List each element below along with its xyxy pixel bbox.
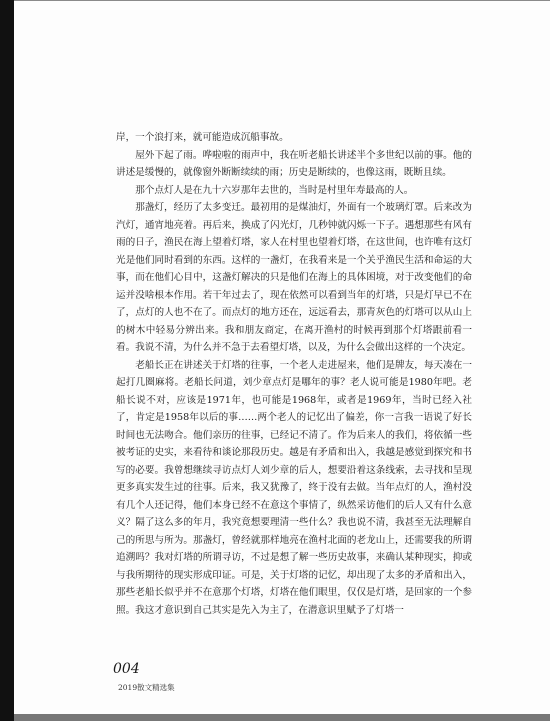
paragraph-continuation: 岸，一个浪打来，就可能造成沉船事故。 [116,132,289,143]
paragraph: 屋外下起了雨。哗啦啦的雨声中，我在听老船长讲述半个多世纪以前的事。他的讲述是缓慢的，就像窗外断断续续的雨；历史是断续的，也像这雨，既断且续。 [116,149,472,178]
page-spine-shadow [0,0,14,721]
paragraph: 那盏灯，经历了太多变迁。最初用的是煤油灯，外面有一个玻璃灯罩。后来改为汽灯，通宵地亮着。再后来，换成了闪光灯，几秒钟就闪烁一下子。遇想那些有风有雨的日子，渔民在海上望着灯塔，家人在村里也望着灯塔，在这世间，也许唯有这灯光是他们同时看到的东西。这样的一盏灯，在我看来是一个关乎渔民生活和命运的大事，而在他们心目中，这盏灯解决的只是他们在海上的具体困境，对于改变他们的命运并没啥根本作用。若干年过去了，现在依然可以看到当年的灯塔，只是灯早已不在了，点灯的人也不在了。而点灯的地方还在，远远看去，那青灰色的灯塔可以从山上的树木中轻易分辨出来。我和朋友商定，在离开渔村的时候再到那个灯塔跟前看一看。我说不清，为什么并不急于去看望灯塔，以及，为什么会做出这样的一个决定。 [116,202,472,353]
running-footer: 2019散文精选集 [118,683,175,692]
page-top-edge [14,0,550,1]
paragraph: 老船长正在讲述关于灯塔的往事，一个老人走进屋来，他们是牌友，每天凑在一起打几圈麻将。老船长问道，刘少章点灯是哪年的事？老人说可能是1980年吧。老船长说不对，应该是1971年，也可能是1968年，或者是1969年，当时已经入社了，肯定是1958年以后的事……两个老人的记忆出了偏差，你一言我一语说了好长时间也无法吻合。他们亲历的往事，已经记不清了。作为后来人的我们，将依循一些被考证的史实，来看待和谈论那段历史。越是有矛盾和出入，我越是感觉到探究和书写的必要。我曾想继续寻访点灯人刘少章的后人，想要沿着这条线索，去寻找和呈现更多真实发生过的往事。后来，我又犹豫了，终于没有去做。当年点灯的人，渔村没有几个人还记得，他们本身已经不在意这个事情了，纵然采访他们的后人又有什么意义？隔了这么多的年月，我究竟想要理清一些什么？我也说不清，我甚至无法理解自己的所思与所为。那盏灯，曾经就那样地亮在渔村北面的老龙山上，还需要我的所谓追溯吗？我对灯塔的所谓寻访，不过是想了解一些历史故事，来确认某种现实，抑或与我所期待的现实形成印证。可是，关于灯塔的记忆，却出现了太多的矛盾和出入，那些老船长似乎并不在意那个灯塔，灯塔在他们眼里，仅仅是灯塔，是回家的一个参照。我这才意识到自己其实是先入为主了，在潜意识里赋予了灯塔一 [116,359,472,616]
page-number: 004 [113,661,140,677]
body-text [116,129,472,619]
page-bottom-edge [14,714,550,721]
paragraph: 那个点灯人是在九十六岁那年去世的，当时是村里年寿最高的人。 [135,184,414,196]
